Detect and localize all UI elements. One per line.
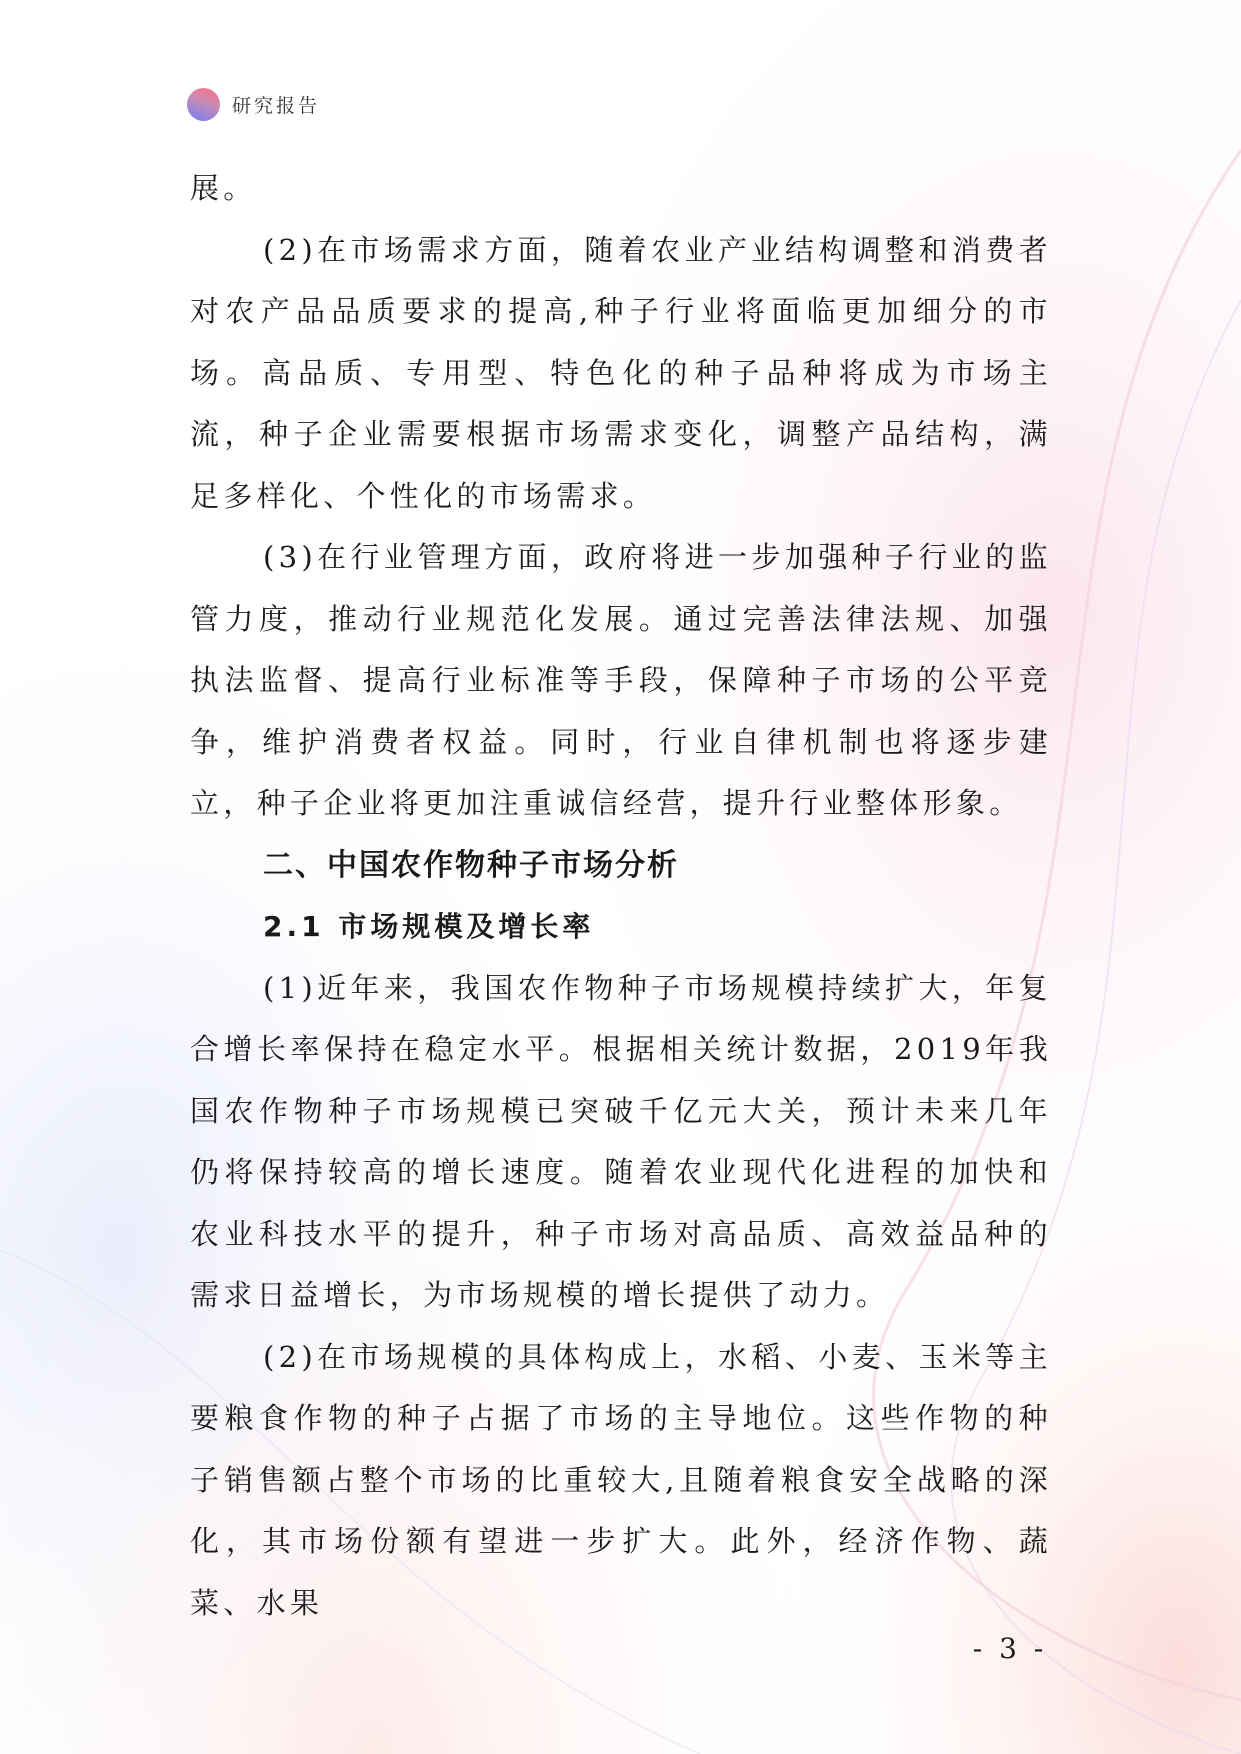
subsection-heading: 2.1 市场规模及增长率	[263, 910, 595, 943]
paragraph-continuation: 展。	[190, 171, 257, 205]
header-title: 研究报告	[232, 95, 321, 117]
page-number: - 3 -	[972, 1632, 1048, 1665]
paragraph-market-scale: (1)近年来，我国农作物种子市场规模持续扩大，年复合增长率保持在稳定水平。根据相关统计数据，2019年我国农作物种子市场规模已突破千亿元大关，预计未来几年仍将保持较高的增长速度。随着农业现代化进程的加快和农业科技水平的提升，种子市场对高品质、高效益品种的需求日益增长，为市场规模的增长提供了动力。	[190, 970, 1052, 1312]
section-heading: 二、中国农作物种子市场分析	[263, 847, 679, 883]
page-header	[187, 88, 320, 121]
document-body	[190, 158, 1052, 1634]
report-logo-icon	[187, 88, 220, 121]
paragraph-market-demand: (2)在市场需求方面，随着农业产业结构调整和消费者对农产品品质要求的提高,种子行业将面临更加细分的市场。高品质、专用型、特色化的种子品种将成为市场主流，种子企业需要根据市场需求变化，调整产品结构，满足多样化、个性化的市场需求。	[190, 232, 1052, 513]
paragraph-industry-management: (3)在行业管理方面，政府将进一步加强种子行业的监管力度，推动行业规范化发展。通过完善法律法规、加强执法监督、提高行业标准等手段，保障种子市场的公平竞争，维护消费者权益。同时，行业自律机制也将逐步建立，种子企业将更加注重诚信经营，提升行业整体形象。	[190, 540, 1052, 820]
paragraph-market-composition: (2)在市场规模的具体构成上，水稻、小麦、玉米等主要粮食作物的种子占据了市场的主导地位。这些作物的种子销售额占整个市场的比重较大,且随着粮食安全战略的深化，其市场份额有望进一步扩大。此外，经济作物、蔬菜、水果	[190, 1339, 1052, 1620]
